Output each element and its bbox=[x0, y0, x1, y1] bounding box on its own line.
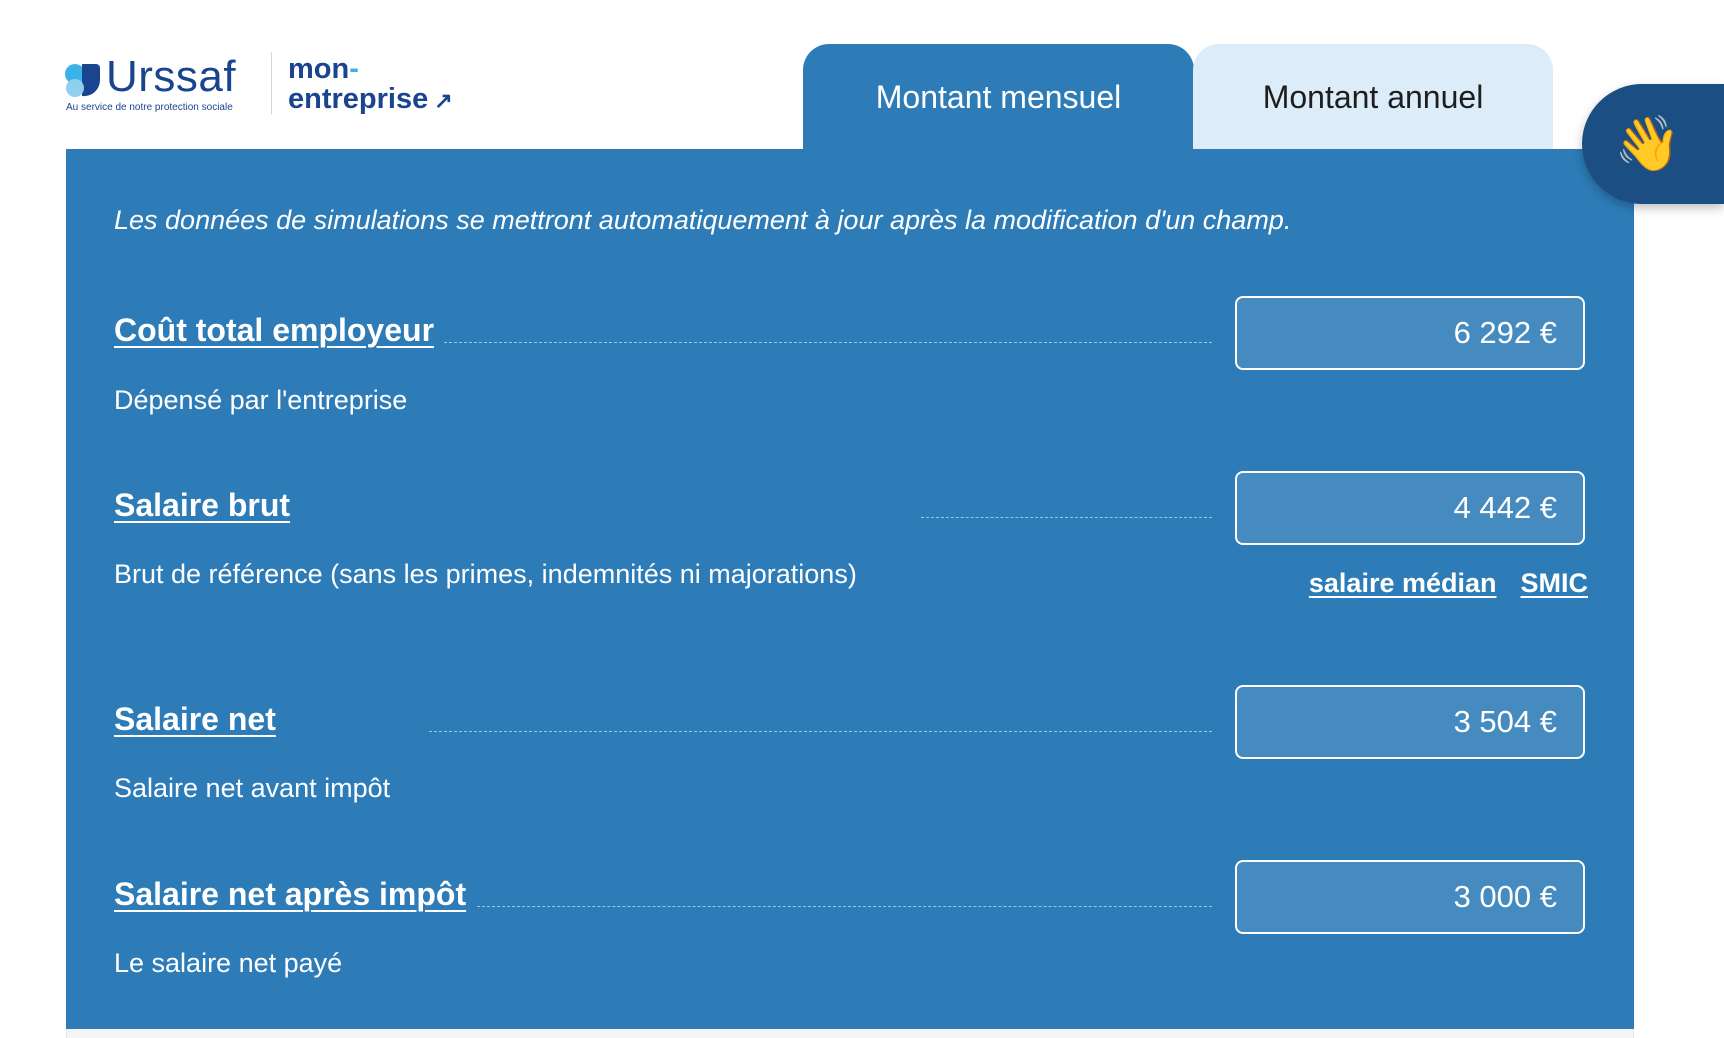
row-dotted-leader bbox=[429, 731, 1212, 732]
salaire-brut-input[interactable]: 4 442 € bbox=[1235, 471, 1585, 545]
auto-update-notice: Les données de simulations se mettront automatiquement à jour après la modification d'un champ. bbox=[114, 205, 1292, 235]
salaire-brut-label[interactable]: Salaire brut bbox=[114, 487, 291, 523]
row-dotted-leader bbox=[921, 517, 1212, 518]
salary-quick-links bbox=[1309, 568, 1588, 599]
cout-total-employeur-subtitle: Dépensé par l'entreprise bbox=[114, 385, 408, 415]
logo-mon-text: mon bbox=[288, 53, 350, 85]
urssaf-wordmark: Urssaf bbox=[106, 52, 237, 101]
smic-link[interactable]: SMIC bbox=[1520, 568, 1588, 598]
salaire-net-label[interactable]: Salaire net bbox=[114, 701, 276, 737]
panel-footer-edge bbox=[66, 1029, 1634, 1038]
salaire-net-apres-impot-input[interactable]: 3 000 € bbox=[1235, 860, 1585, 934]
logo-separator bbox=[271, 52, 272, 114]
tab-montant-mensuel[interactable]: Montant mensuel bbox=[803, 44, 1194, 150]
row-dotted-leader bbox=[477, 906, 1212, 907]
waving-hand-icon: 👋 bbox=[1614, 113, 1682, 174]
salaire-net-input[interactable]: 3 504 € bbox=[1235, 685, 1585, 759]
salaire-brut-subtitle: Brut de référence (sans les primes, indemnités ni majorations) bbox=[114, 559, 857, 589]
logo-entreprise-text: entreprise bbox=[288, 83, 429, 115]
urssaf-tagline: Au service de notre protection sociale bbox=[66, 102, 233, 113]
external-link-arrow-icon: ↗ bbox=[434, 88, 453, 113]
salaire-net-apres-impot-subtitle: Le salaire net payé bbox=[114, 948, 343, 978]
logo-dash: - bbox=[349, 53, 359, 85]
cout-total-employeur-input[interactable]: 6 292 € bbox=[1235, 296, 1585, 370]
salaire-median-link[interactable]: salaire médian bbox=[1308, 568, 1497, 598]
salaire-net-subtitle: Salaire net avant impôt bbox=[114, 773, 391, 803]
row-dotted-leader bbox=[444, 342, 1212, 343]
cout-total-employeur-label[interactable]: Coût total employeur bbox=[114, 312, 435, 348]
urssaf-logo-mark-icon bbox=[64, 62, 100, 98]
urssaf-logo[interactable] bbox=[64, 52, 254, 118]
feedback-wave-button[interactable] bbox=[1582, 84, 1724, 204]
mon-entreprise-link[interactable] bbox=[288, 54, 453, 116]
tab-montant-annuel[interactable]: Montant annuel bbox=[1193, 44, 1553, 150]
salaire-net-apres-impot-label[interactable]: Salaire net après impôt bbox=[114, 876, 467, 912]
